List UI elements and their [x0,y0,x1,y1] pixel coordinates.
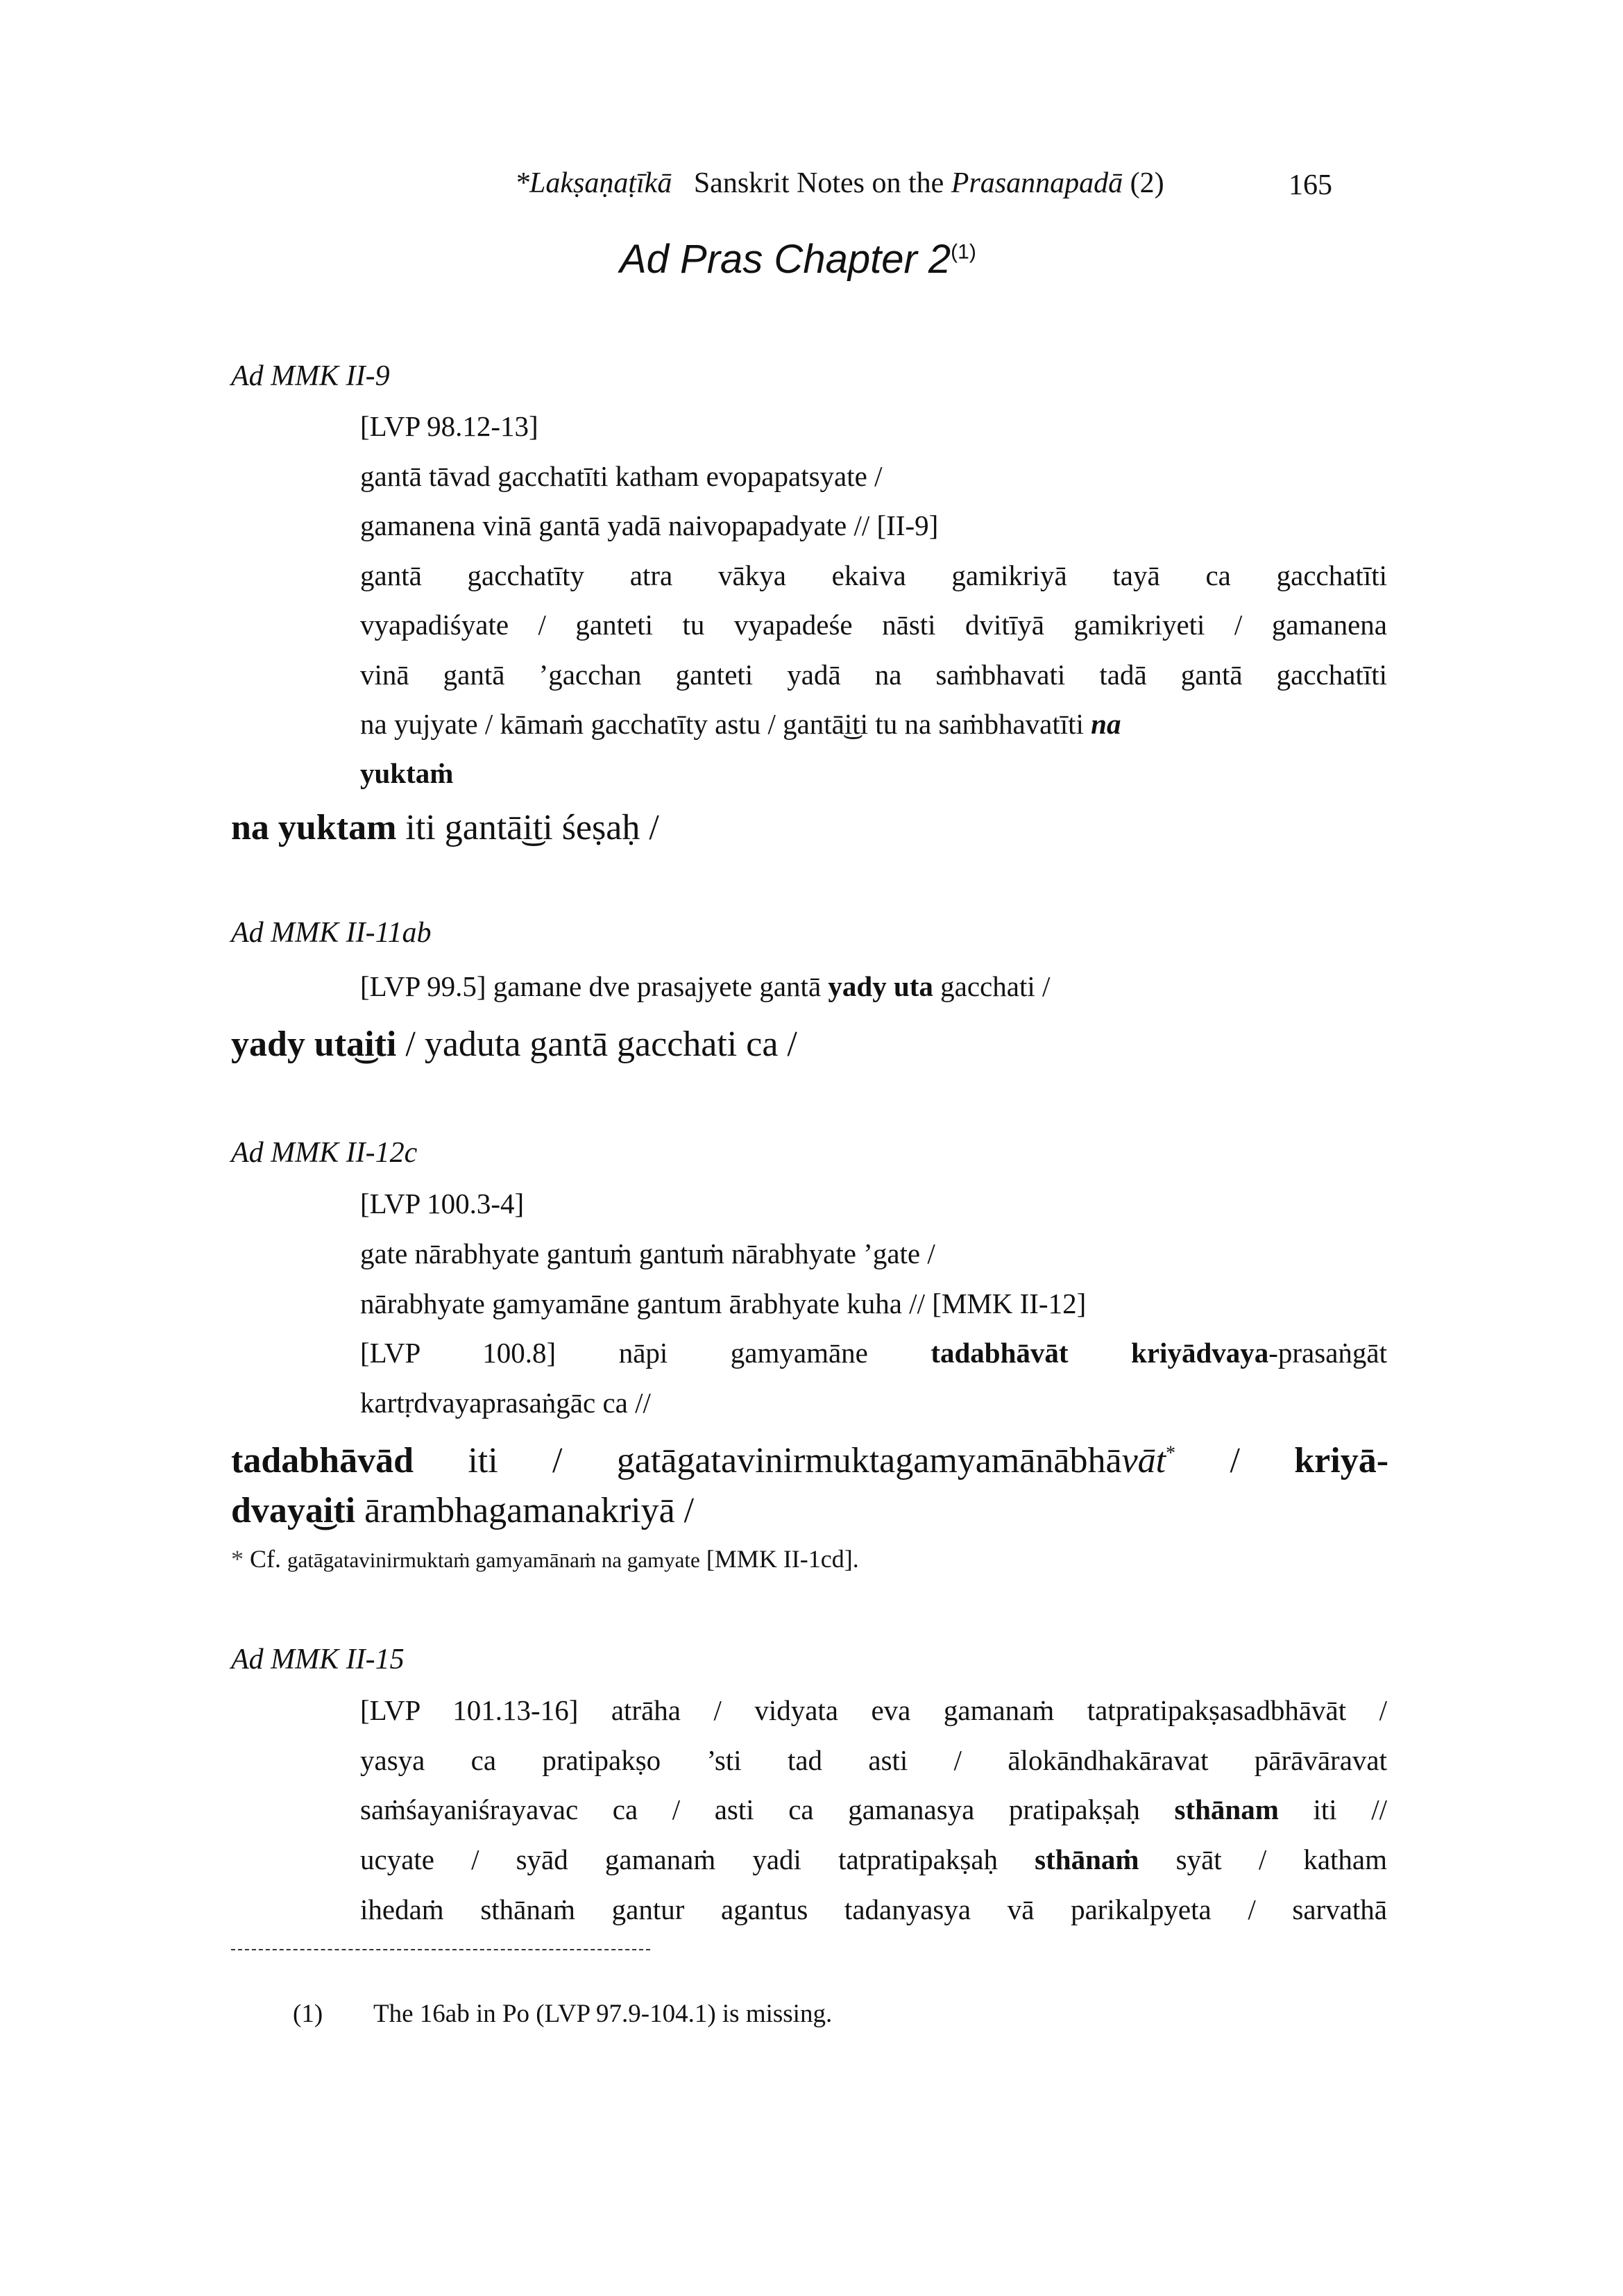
header-subtitle-prefix: Sanskrit Notes on the [693,167,944,199]
text-line: na yujyate / kāmaṁ gacchatīty astu / gantā͜iti tu na saṁbhavatīti na [360,708,1121,740]
lvp-reference: [LVP 98.12-13] [360,410,538,442]
text-line: yasya ca pratipakṣo ’sti tad asti / ālokāndhakāravat pārāvāravat [360,1744,1387,1776]
footnote-mark: (1) [293,2000,323,2028]
emphasis: na [1091,708,1121,740]
lemma: kriyā- [1294,1441,1389,1480]
chapter-title-text: Ad Pras Chapter 2 [620,237,951,282]
commentary-line: na yuktam iti gantā͜iti śeṣaḥ / [231,808,659,847]
verse-line: [LVP 99.5] gamane dve prasajyete gantā yady uta gacchati / [360,970,1051,1002]
text-line: ucyate / syād gamanaṁ yadi tatpratipakṣaḥ sthānaṁ syāt / katham [360,1843,1387,1875]
emphasis: sthānam [1174,1793,1279,1825]
section-heading: Ad MMK II-11ab [231,917,432,949]
book-title: *Lakṣaṇaṭīkā [515,167,672,199]
emphasis: yady uta [828,970,933,1002]
chapter-note-ref: (1) [951,240,976,264]
emphasis: tadabhāvāt [931,1337,1069,1369]
section-heading: Ad MMK II-15 [231,1644,405,1675]
lemma: tadabhāvād [231,1441,414,1480]
verse-line: gate nārabhyate gantuṁ gantuṁ nārabhyate ’gate / [360,1238,935,1269]
header-subtitle-work: Prasannapadā [951,167,1123,199]
lemma: dvaya͜iti [231,1491,356,1530]
lemma: na yuktam [231,808,397,847]
text-line: vinā gantā ’gacchan ganteti yadā na saṁbhavati tadā gantā gacchatīti [360,659,1387,691]
text-line: [LVP 100.8] nāpi gamyamāne tadabhāvāt kriyādvaya-prasaṅgāt [360,1337,1387,1369]
text-line: saṁśayaniśrayavac ca / asti ca gamanasya pratipakṣaḥ sthānam iti // [360,1793,1388,1825]
commentary-line: yady uta͜iti / yaduta gantā gacchati ca / [231,1024,797,1064]
text-line: gantā gacchatīty atra vākya ekaiva gamikriyā tayā ca gacchatīti [360,559,1387,591]
section-heading: Ad MMK II-12c [231,1137,418,1169]
verse-line: gantā tāvad gacchatīti katham evopapatsyate / [360,460,883,492]
header-subtitle-suffix: (2) [1130,167,1164,199]
text-line: kartṛdvayaprasaṅgāc ca // [360,1387,651,1419]
text-line: vyapadiśyate / ganteti tu vyapadeśe nāsti dvitīyā gamikriyeti / gamanena [360,609,1387,641]
section-heading: Ad MMK II-9 [231,360,390,392]
emphasis: sthānaṁ [1035,1843,1139,1875]
text-line: yuktaṁ [360,757,454,789]
text-line: ihedaṁ sthānaṁ gantur agantus tadanyasya vā parikalpyeta / sarvathā [360,1893,1387,1925]
page-number: 165 [1289,169,1332,201]
verse-line: gamanena vinā gantā yadā naivopapadyate // [II-9] [360,509,939,541]
running-header [515,167,1164,200]
lvp-reference: [LVP 100.3-4] [360,1188,525,1219]
verse-line: nārabhyate gamyamāne gantum ārabhyate kuha // [MMK II-12] [360,1288,1087,1319]
chapter-title [620,236,976,282]
lemma: yady uta͜iti [231,1024,397,1064]
asterisk-note: * Cf. gatāgatavinirmuktaṁ gamyamānaṁ na gamyate [MMK II-1cd]. [231,1545,859,1573]
footnote-rule [231,1949,650,1950]
commentary-line: dvaya͜iti ārambhagamanakriyā / [231,1491,695,1530]
footnote-text: The 16ab in Po (LVP 97.9-104.1) is missing. [373,2000,833,2028]
commentary-line: tadabhāvād iti / gatāgatavinirmuktagamyamānābhāvāt* / kriyā- [231,1441,1389,1480]
emphasis: kriyādvaya [1131,1337,1269,1369]
text-line: [LVP 101.13-16] atrāha / vidyata eva gamanaṁ tatpratipakṣasadbhāvāt / [360,1694,1387,1726]
